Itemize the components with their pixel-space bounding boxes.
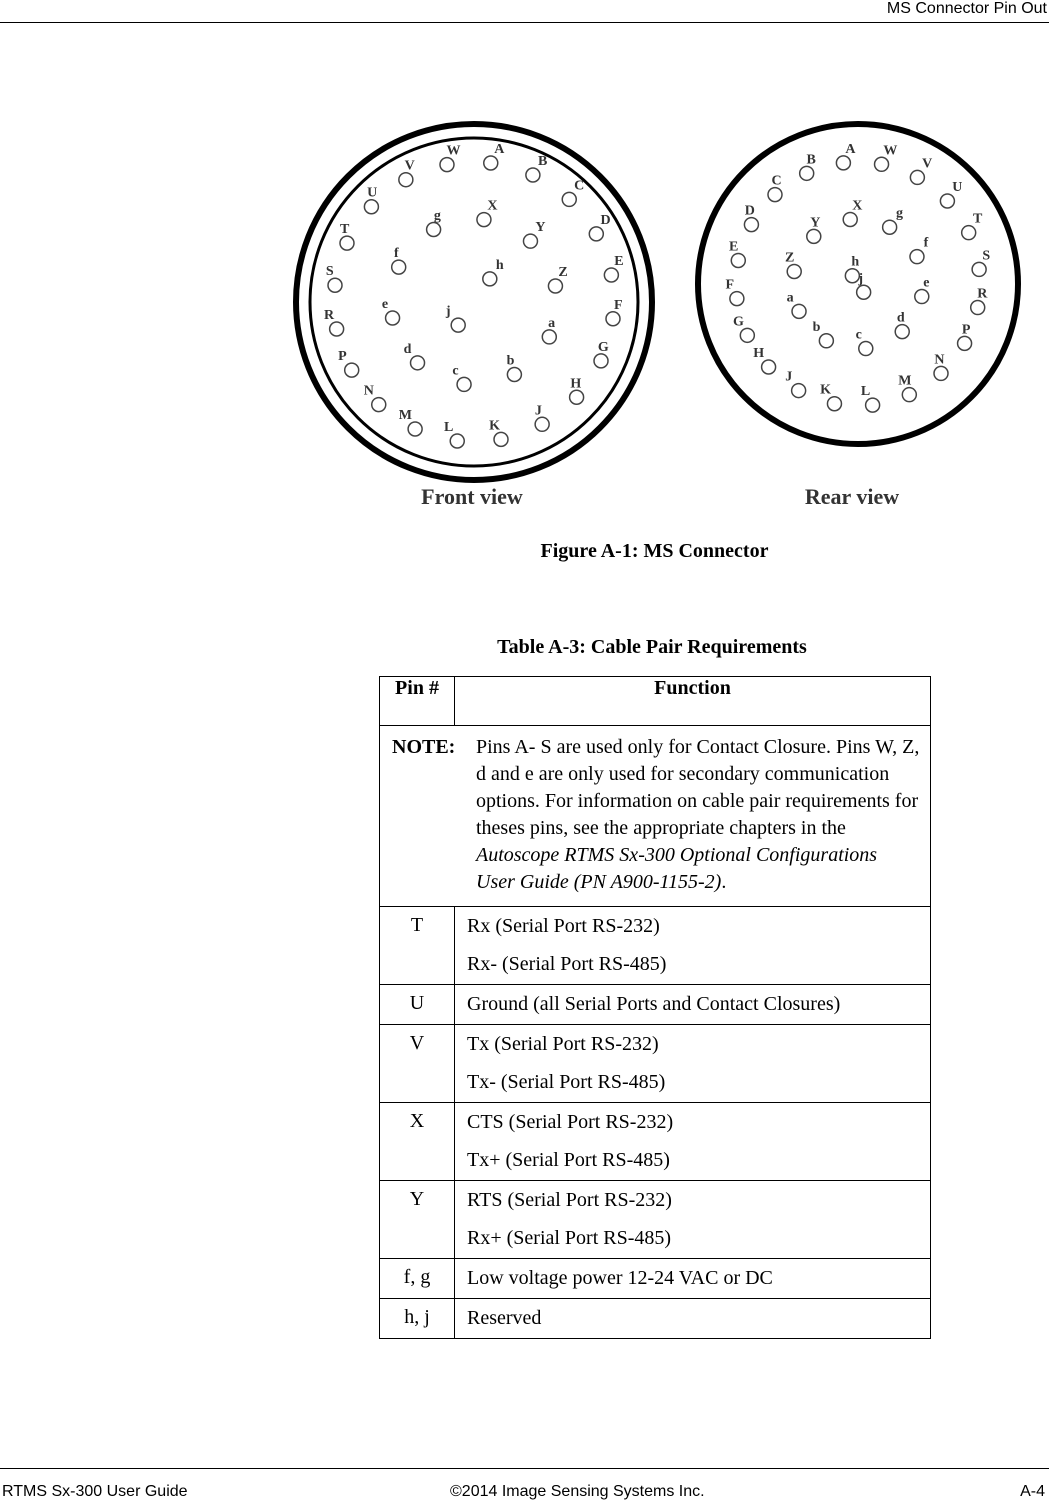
- pin-hole: [483, 272, 497, 286]
- pin-cell: h, j: [380, 1299, 455, 1339]
- footer-guide-name: RTMS Sx-300 User Guide: [2, 1483, 188, 1500]
- pin-label: U: [367, 185, 378, 201]
- pin-label: N: [363, 383, 374, 399]
- guide-title: Autoscope RTMS Sx-300 Optional Configurations User Guide (PN A900-1155-2): [476, 844, 878, 893]
- note-cell: [380, 726, 931, 907]
- function-line: Tx+ (Serial Port RS-485): [467, 1149, 670, 1171]
- table-row: [380, 1181, 931, 1259]
- pin-label: f: [394, 246, 399, 262]
- pin-hole: [762, 360, 776, 374]
- pin-label: G: [732, 314, 744, 330]
- pin-label: K: [489, 418, 500, 434]
- function-cell: [455, 907, 931, 985]
- pin-hole: [768, 188, 782, 202]
- pin-label: M: [398, 408, 412, 424]
- pin-hole: [744, 218, 758, 232]
- function-cell: [455, 1103, 931, 1181]
- pin-cell: V: [380, 1025, 455, 1103]
- pin-label: c: [452, 363, 459, 379]
- rear-view-label: Rear view: [804, 484, 900, 509]
- pin-label: j: [858, 271, 864, 287]
- pin-hole: [807, 229, 821, 243]
- pin-hole: [962, 226, 976, 240]
- pin-hole: [827, 397, 841, 411]
- pin-hole: [570, 390, 584, 404]
- pin-label: H: [753, 346, 765, 362]
- pin-label: b: [812, 319, 821, 335]
- function-cell: [455, 1259, 931, 1299]
- pin-label: a: [548, 315, 556, 331]
- page-footer: [0, 1468, 1049, 1503]
- pin-hole: [875, 157, 889, 171]
- function-cell: [455, 1299, 931, 1339]
- pin-hole: [730, 292, 744, 306]
- pin-label: e: [923, 275, 930, 291]
- pin-label: P: [338, 349, 347, 365]
- pin-hole: [940, 194, 954, 208]
- function-line: Tx- (Serial Port RS-485): [467, 1071, 666, 1093]
- pin-label: D: [744, 203, 755, 219]
- pin-hole: [740, 328, 754, 342]
- pin-hole: [392, 260, 406, 274]
- front-view-diagram: [296, 124, 652, 480]
- pin-label: d: [403, 341, 412, 357]
- table-caption: Table A-3: Cable Pair Requirements: [497, 636, 807, 658]
- function-column-header: Function: [455, 677, 931, 726]
- note-body: [476, 734, 920, 896]
- pin-label: Y: [810, 215, 821, 231]
- pin-label: T: [339, 222, 350, 238]
- pin-label: B: [537, 153, 548, 169]
- pin-hole: [972, 262, 986, 276]
- pin-hole: [451, 318, 465, 332]
- pin-hole: [934, 366, 948, 380]
- function-line: Rx- (Serial Port RS-485): [467, 953, 667, 975]
- pin-hole: [408, 422, 422, 436]
- pin-cell: X: [380, 1103, 455, 1181]
- front-view-label: Front view: [421, 484, 523, 509]
- pin-hole: [883, 220, 897, 234]
- pin-hole: [372, 398, 386, 412]
- pin-label: V: [404, 158, 415, 174]
- pin-hole: [787, 264, 801, 278]
- pin-label: j: [445, 304, 451, 320]
- pin-hole: [364, 200, 378, 214]
- pin-label: L: [860, 384, 871, 400]
- footer-page-number: A-4: [1020, 1483, 1045, 1500]
- pin-label: Z: [784, 250, 795, 266]
- pin-label: E: [729, 239, 739, 255]
- note-text: Pins A- S are used only for Contact Closure. Pins W, Z, d and e are only used for secondary communication options. For information on cable pair requirements for theses pins, see the appropriate chapters in the: [476, 736, 920, 839]
- pin-hole: [866, 398, 880, 412]
- pin-hole: [792, 304, 806, 318]
- pin-label: S: [325, 264, 334, 280]
- pin-hole: [910, 250, 924, 264]
- pin-cell: Y: [380, 1181, 455, 1259]
- pin-hole: [450, 434, 464, 448]
- note-row: [380, 726, 931, 907]
- pin-label: F: [725, 277, 735, 293]
- pin-label: g: [896, 206, 904, 222]
- table-row: [380, 1259, 931, 1299]
- pin-hole: [542, 330, 556, 344]
- pin-hole: [526, 168, 540, 182]
- pin-label: R: [977, 286, 988, 302]
- pin-hole: [427, 222, 441, 236]
- pin-label: D: [600, 212, 611, 228]
- pin-label: G: [597, 339, 609, 355]
- pin-hole: [915, 290, 929, 304]
- note-label: NOTE:: [392, 736, 456, 758]
- pin-label: c: [855, 327, 862, 343]
- pin-label: K: [820, 382, 832, 398]
- pin-label: V: [922, 156, 933, 172]
- pin-label: H: [570, 376, 582, 392]
- pin-hole: [345, 363, 359, 377]
- pin-hole: [857, 285, 871, 299]
- pin-label: h: [495, 257, 504, 273]
- pin-label: d: [896, 310, 905, 326]
- pin-hole: [859, 342, 873, 356]
- table-row: [380, 985, 931, 1025]
- cable-pair-table: [379, 676, 931, 1339]
- function-line: Rx+ (Serial Port RS-485): [467, 1227, 672, 1249]
- pin-hole: [440, 158, 454, 172]
- pin-hole: [895, 325, 909, 339]
- pin-label: J: [785, 369, 793, 385]
- pin-label: Y: [535, 220, 546, 236]
- pin-cell: f, g: [380, 1259, 455, 1299]
- pin-hole: [328, 278, 342, 292]
- pin-cell: U: [380, 985, 455, 1025]
- pin-hole: [340, 236, 354, 250]
- ms-connector-figure: [292, 112, 1032, 522]
- pin-label: Z: [558, 264, 568, 280]
- pin-label: U: [952, 179, 963, 195]
- table-row: [380, 1025, 931, 1103]
- pin-hole: [548, 279, 562, 293]
- pin-hole: [411, 356, 425, 370]
- function-line: Ground (all Serial Ports and Contact Closures): [467, 993, 841, 1015]
- pin-hole: [606, 312, 620, 326]
- function-line: Tx (Serial Port RS-232): [467, 1033, 659, 1055]
- table-header-row: [380, 677, 931, 726]
- pin-label: a: [786, 290, 794, 306]
- pin-label: L: [444, 419, 454, 435]
- pin-hole: [958, 336, 972, 350]
- pin-label: S: [982, 248, 991, 264]
- function-line: Reserved: [467, 1307, 542, 1329]
- rear-view-diagram: [698, 124, 1018, 444]
- pin-hole: [843, 212, 857, 226]
- pin-label: B: [806, 152, 816, 168]
- pin-label: P: [961, 322, 971, 338]
- connector-shell: [296, 124, 652, 480]
- pin-label: C: [574, 178, 585, 194]
- pin-cell: T: [380, 907, 455, 985]
- pin-hole: [594, 354, 608, 368]
- pin-label: A: [845, 141, 856, 157]
- footer-copyright: ©2014 Image Sensing Systems Inc.: [450, 1483, 705, 1500]
- pin-label: X: [852, 198, 863, 214]
- header-title: MS Connector Pin Out: [886, 0, 1047, 17]
- pin-label: M: [898, 373, 912, 389]
- pin-label: J: [534, 403, 542, 419]
- table-row: [380, 1103, 931, 1181]
- pin-hole: [507, 368, 521, 382]
- function-cell: [455, 1181, 931, 1259]
- pin-label: W: [883, 143, 898, 159]
- pin-label: X: [487, 198, 498, 214]
- function-cell: [455, 1025, 931, 1103]
- pin-hole: [457, 377, 471, 391]
- function-line: CTS (Serial Port RS-232): [467, 1111, 674, 1133]
- pin-label: e: [381, 297, 389, 313]
- pin-label: E: [614, 253, 624, 269]
- pin-label: W: [446, 143, 461, 159]
- pin-hole: [604, 268, 618, 282]
- pin-hole: [494, 432, 508, 446]
- pin-hole: [845, 269, 859, 283]
- pin-hole: [386, 311, 400, 325]
- pin-hole: [819, 334, 833, 348]
- pin-hole: [523, 234, 537, 248]
- pin-hole: [910, 170, 924, 184]
- pin-label: A: [494, 142, 505, 158]
- table-row: [380, 1299, 931, 1339]
- pin-hole: [836, 156, 850, 170]
- pin-label: b: [506, 353, 515, 369]
- connector-inner-ring: [310, 138, 638, 466]
- pin-hole: [484, 156, 498, 170]
- pin-hole: [399, 173, 413, 187]
- pin-label: T: [972, 211, 983, 227]
- pin-column-header: Pin #: [380, 677, 455, 726]
- page-header: [0, 0, 1049, 23]
- function-line: Low voltage power 12-24 VAC or DC: [467, 1267, 773, 1289]
- pin-label: R: [323, 308, 335, 324]
- pin-label: h: [851, 254, 860, 270]
- pin-hole: [330, 322, 344, 336]
- function-line: Rx (Serial Port RS-232): [467, 915, 660, 937]
- pin-label: g: [433, 208, 441, 224]
- pin-hole: [902, 388, 916, 402]
- pin-hole: [477, 213, 491, 227]
- function-line: RTS (Serial Port RS-232): [467, 1189, 672, 1211]
- function-cell: [455, 985, 931, 1025]
- pin-label: N: [934, 352, 945, 368]
- pin-label: C: [771, 173, 782, 189]
- pin-hole: [589, 227, 603, 241]
- pin-label: f: [923, 235, 929, 251]
- figure-caption: Figure A-1: MS Connector: [540, 540, 769, 562]
- pin-hole: [792, 384, 806, 398]
- table-row: [380, 907, 931, 985]
- pin-hole: [731, 253, 745, 267]
- pin-hole: [535, 417, 549, 431]
- pin-hole: [971, 301, 985, 315]
- pin-hole: [800, 166, 814, 180]
- pin-label: F: [613, 297, 623, 313]
- note-end: .: [721, 871, 727, 893]
- pin-hole: [562, 192, 576, 206]
